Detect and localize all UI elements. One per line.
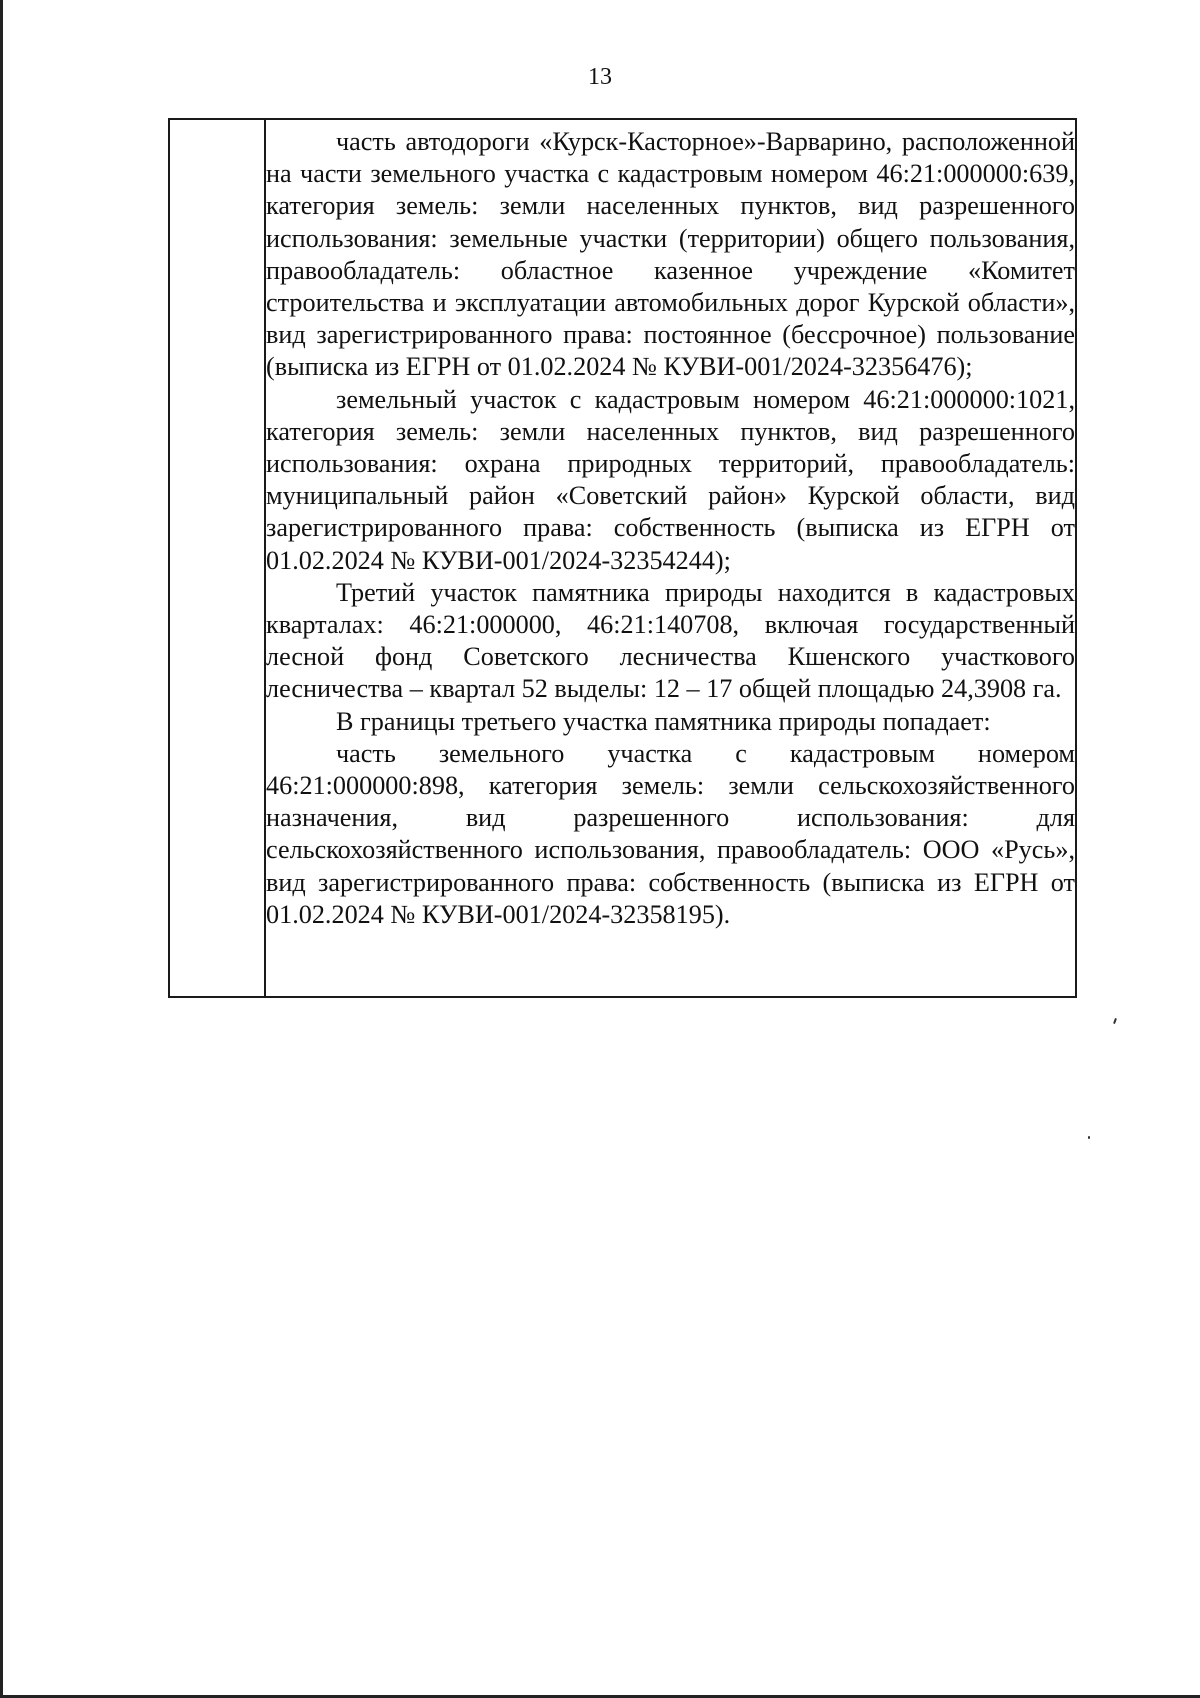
scan-speck [1088, 1136, 1090, 1139]
paragraph-land-plot-1021: земельный участок с кадастровым номером 46:21:000000:1021, категория земель: земли населенных пунктов, вид разрешенного использования: охрана природных территорий, правообладатель: муниципальный район «Советский район» Курской области, вид зарегистрированного права: собственность (выписка из ЕГРН от 01.02.2024 № КУВИ-001/2024-32354244); [266, 384, 1075, 575]
scan-speck [1113, 1018, 1117, 1024]
table-content-cell [266, 120, 1075, 996]
document-table [168, 118, 1077, 998]
paragraph-third-site-intro: В границы третьего участка памятника природы попадает: [336, 706, 991, 736]
paragraph-road-section: часть автодороги «Курск-Касторное»-Варварино, расположенной на части земельного участка с кадастровым номером 46:21:000000:639, категория земель: земли населенных пунктов, вид разрешенного использования: земельные участки (территории) общего пользования, правообладатель: областное казенное учреждение «Комитет строительства и эксплуатации автомобильных дорог Курской области», вид зарегистрированного права: постоянное (бессрочное) пользование (выписка из ЕГРН от 01.02.2024 № КУВИ-001/2024-32356476); [266, 127, 1075, 382]
scan-edge-left [0, 0, 3, 1698]
table-left-cell [170, 120, 266, 996]
paragraph-third-site: Третий участок памятника природы находится в кадастровых кварталах: 46:21:000000, 46:21:140708, включая государственный лесной фонд Советского лесничества Кшенского участкового лесничества – квартал 52 выделы: 12 – 17 общей площадью 24,3908 га. [266, 577, 1075, 704]
page-number: 13 [588, 64, 612, 90]
paragraph-land-plot-898: часть земельного участка с кадастровым номером 46:21:000000:898, категория земель: земли сельскохозяйственного назначения, вид разрешенного использования: для сельскохозяйственного использования, правообладатель: ООО «Русь», вид зарегистрированного права: собственность (выписка из ЕГРН от 01.02.2024 № КУВИ-001/2024-32358195). [266, 738, 1075, 929]
